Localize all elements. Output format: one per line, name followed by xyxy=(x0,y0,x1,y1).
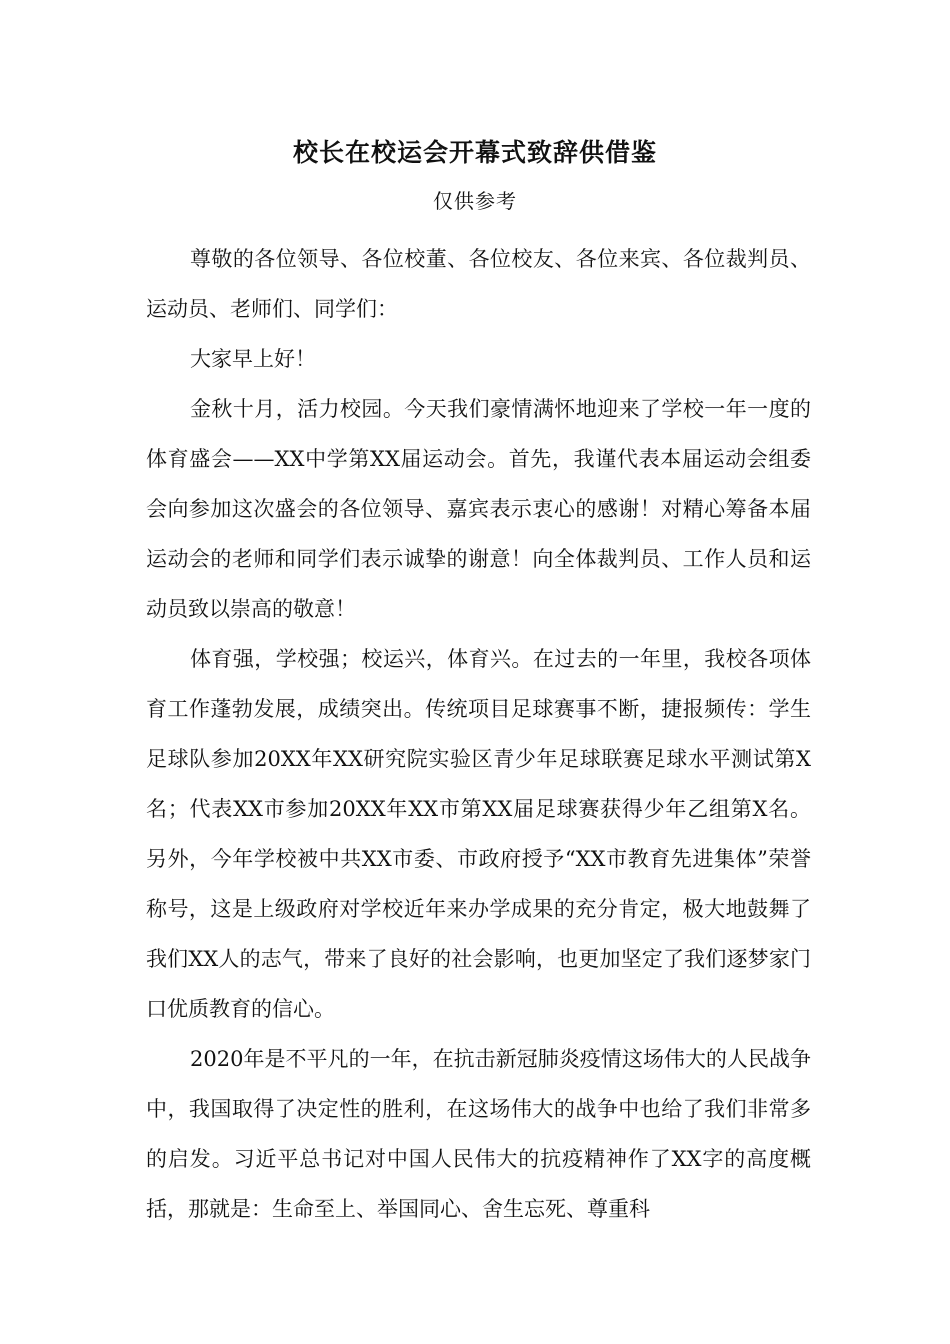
paragraph-achievements: 体育强，学校强；校运兴，体育兴。在过去的一年里，我校各项体育工作蓬勃发展，成绩突出。传统项目足球赛事不断，捷报频传：学生足球队参加20XX年XX研究院实验区青少年足球联赛足球水平测试第X名；代表XX市参加20XX年XX市第XX届足球赛获得少年乙组第X名。另外，今年学校被中共XX市委、市政府授予“XX市教育先进集体”荣誉称号，这是上级政府对学校近年来办学成果的充分肯定，极大地鼓舞了我们XX人的志气，带来了良好的社会影响，也更加坚定了我们逐梦家门口优质教育的信心。 xyxy=(146,647,811,1021)
paragraph-salutation: 尊敬的各位领导、各位校董、各位校友、各位来宾、各位裁判员、运动员、老师们、同学们： xyxy=(146,247,811,321)
document-subtitle: 仅供参考 xyxy=(433,189,517,213)
paragraph-2020: 2020年是不平凡的一年，在抗击新冠肺炎疫情这场伟大的人民战争中，我国取得了决定性的胜利，在这场伟大的战争中也给了我们非常多的启发。习近平总书记对中国人民伟大的抗疫精神作了XX字的高度概括，那就是：生命至上、举国同心、舍生忘死、尊重科 xyxy=(146,1047,811,1221)
paragraph-greeting: 大家早上好！ xyxy=(190,347,316,371)
document-body xyxy=(146,234,811,1234)
document-title: 校长在校运会开幕式致辞供借鉴 xyxy=(292,138,657,167)
paragraph-opening: 金秋十月，活力校园。今天我们豪情满怀地迎来了学校一年一度的体育盛会——XX中学第XX届运动会。首先，我谨代表本届运动会组委会向参加这次盛会的各位领导、嘉宾表示衷心的感谢！对精心筹备本届运动会的老师和同学们表示诚挚的谢意！向全体裁判员、工作人员和运动员致以崇高的敬意！ xyxy=(146,397,811,621)
